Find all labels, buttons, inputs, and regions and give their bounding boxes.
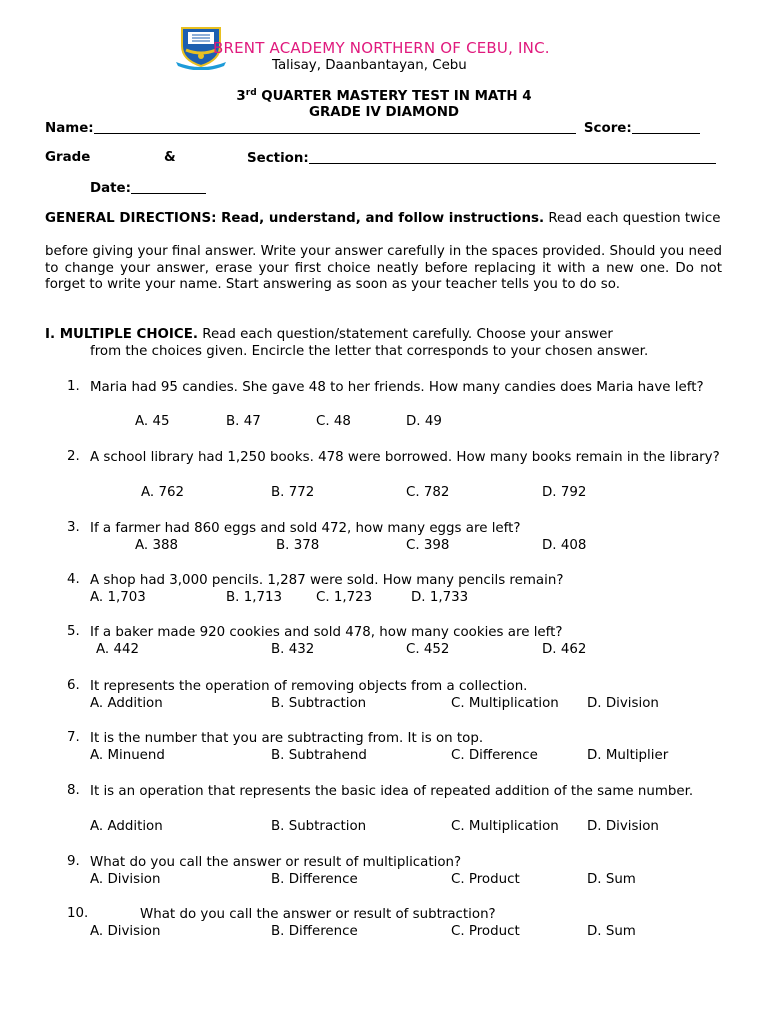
answer-choice[interactable]: B. 47 xyxy=(226,414,261,429)
answer-choice[interactable]: A. 45 xyxy=(135,414,170,429)
section-1-instr-line1: Read each question/statement carefully. Choose your answer xyxy=(197,327,613,342)
score-line[interactable] xyxy=(632,120,700,134)
answer-choice[interactable]: B. Subtraction xyxy=(271,696,367,711)
general-directions xyxy=(45,211,722,228)
answer-choice[interactable]: B. Difference xyxy=(271,924,358,939)
section-row xyxy=(247,150,716,166)
school-name: BRENT ACADEMY NORTHERN OF CEBU, INC. xyxy=(213,39,550,57)
section-line[interactable] xyxy=(309,150,716,164)
answer-choice[interactable]: C. Multiplication xyxy=(451,696,559,711)
answer-choice[interactable]: B. 772 xyxy=(271,485,315,500)
question-number: 5. xyxy=(67,624,80,639)
name-label: Name: xyxy=(45,121,94,136)
directions-heading: GENERAL DIRECTIONS: Read, understand, and follow instructions. xyxy=(45,211,545,226)
answer-choice[interactable]: B. Difference xyxy=(271,872,358,887)
question-number: 1. xyxy=(67,379,80,394)
answer-choice[interactable]: B. 432 xyxy=(271,642,315,657)
question-text: A shop had 3,000 pencils. 1,287 were sold. How many pencils remain? xyxy=(90,573,564,588)
question-text: What do you call the answer or result of multiplication? xyxy=(90,855,462,870)
answer-choice[interactable]: A. Addition xyxy=(90,819,163,834)
grade-label: Grade xyxy=(45,150,91,165)
directions-body: before giving your final answer. Write your answer carefully in the spaces provided. Should you need to change your answer, erase your first choice neatly before replacing it with a new one. Do not forget to write your name. Start answering as soon as your teacher tells you to do so. xyxy=(45,244,722,292)
answer-choice[interactable]: C. Difference xyxy=(451,748,538,763)
question-text: It is the number that you are subtracting from. It is on top. xyxy=(90,731,484,746)
answer-choice[interactable]: D. 792 xyxy=(542,485,587,500)
answer-choice[interactable]: C. 48 xyxy=(316,414,351,429)
answer-choice[interactable]: C. Product xyxy=(451,924,520,939)
section-1-heading: I. MULTIPLE CHOICE. xyxy=(45,327,198,342)
section-label: Section: xyxy=(247,151,309,166)
question-number: 10. xyxy=(67,906,89,921)
answer-choice[interactable]: A. Division xyxy=(90,872,161,887)
answer-choice[interactable]: D. 462 xyxy=(542,642,587,657)
answer-choice[interactable]: C. 782 xyxy=(406,485,450,500)
test-title: 3rd QUARTER MASTERY TEST IN MATH 4 xyxy=(236,88,532,104)
answer-choice[interactable]: D. Multiplier xyxy=(587,748,669,763)
section-1-instr-line2: from the choices given. Encircle the letter that corresponds to your chosen answer. xyxy=(90,344,649,359)
answer-choice[interactable]: A. 442 xyxy=(96,642,139,657)
question-number: 4. xyxy=(67,572,80,587)
answer-choice[interactable]: D. 49 xyxy=(406,414,442,429)
answer-choice[interactable]: B. Subtrahend xyxy=(271,748,367,763)
answer-choice[interactable]: B. Subtraction xyxy=(271,819,367,834)
answer-choice[interactable]: A. 388 xyxy=(135,538,178,553)
answer-choice[interactable]: A. Addition xyxy=(90,696,163,711)
question-text: If a farmer had 860 eggs and sold 472, how many eggs are left? xyxy=(90,521,521,536)
answer-choice[interactable]: D. Division xyxy=(587,819,659,834)
answer-choice[interactable]: A. 1,703 xyxy=(90,590,146,605)
question-number: 6. xyxy=(67,678,80,693)
date-label: Date: xyxy=(90,181,131,196)
school-address: Talisay, Daanbantayan, Cebu xyxy=(272,58,467,73)
answer-choice[interactable]: A. 762 xyxy=(141,485,184,500)
question-text: It represents the operation of removing objects from a collection. xyxy=(90,679,528,694)
name-line[interactable] xyxy=(94,120,576,134)
answer-choice[interactable]: B. 378 xyxy=(276,538,320,553)
score-label: Score: xyxy=(583,121,632,136)
grade-title: GRADE IV DIAMOND xyxy=(308,105,460,120)
directions-line1: Read each question twice xyxy=(544,211,721,226)
answer-choice[interactable]: A. Division xyxy=(90,924,161,939)
question-text: A school library had 1,250 books. 478 were borrowed. How many books remain in the library? xyxy=(90,450,720,465)
answer-choice[interactable]: D. Sum xyxy=(587,872,636,887)
answer-choice[interactable]: C. 1,723 xyxy=(316,590,373,605)
question-text: It is an operation that represents the basic idea of repeated addition of the same number. xyxy=(90,784,694,799)
answer-choice[interactable]: B. 1,713 xyxy=(226,590,283,605)
question-text: If a baker made 920 cookies and sold 478, how many cookies are left? xyxy=(90,625,563,640)
question-number: 9. xyxy=(67,854,80,869)
name-row xyxy=(45,120,700,136)
answer-choice[interactable]: D. 408 xyxy=(542,538,587,553)
ampersand: & xyxy=(164,150,176,165)
answer-choice[interactable]: D. 1,733 xyxy=(411,590,469,605)
answer-choice[interactable]: D. Division xyxy=(587,696,659,711)
answer-choice[interactable]: C. Multiplication xyxy=(451,819,559,834)
answer-choice[interactable]: C. 452 xyxy=(406,642,450,657)
answer-choice[interactable]: C. Product xyxy=(451,872,520,887)
question-text: What do you call the answer or result of subtraction? xyxy=(140,907,496,922)
answer-choice[interactable]: A. Minuend xyxy=(90,748,165,763)
question-number: 7. xyxy=(67,730,80,745)
question-number: 2. xyxy=(67,449,80,464)
answer-choice[interactable]: D. Sum xyxy=(587,924,636,939)
date-line[interactable] xyxy=(131,180,206,194)
section-1-heading-row xyxy=(45,327,613,344)
question-text: Maria had 95 candies. She gave 48 to her friends. How many candies does Maria have left? xyxy=(90,380,704,395)
question-number: 3. xyxy=(67,520,80,535)
question-number: 8. xyxy=(67,783,80,798)
answer-choice[interactable]: C. 398 xyxy=(406,538,450,553)
date-row xyxy=(90,180,206,196)
